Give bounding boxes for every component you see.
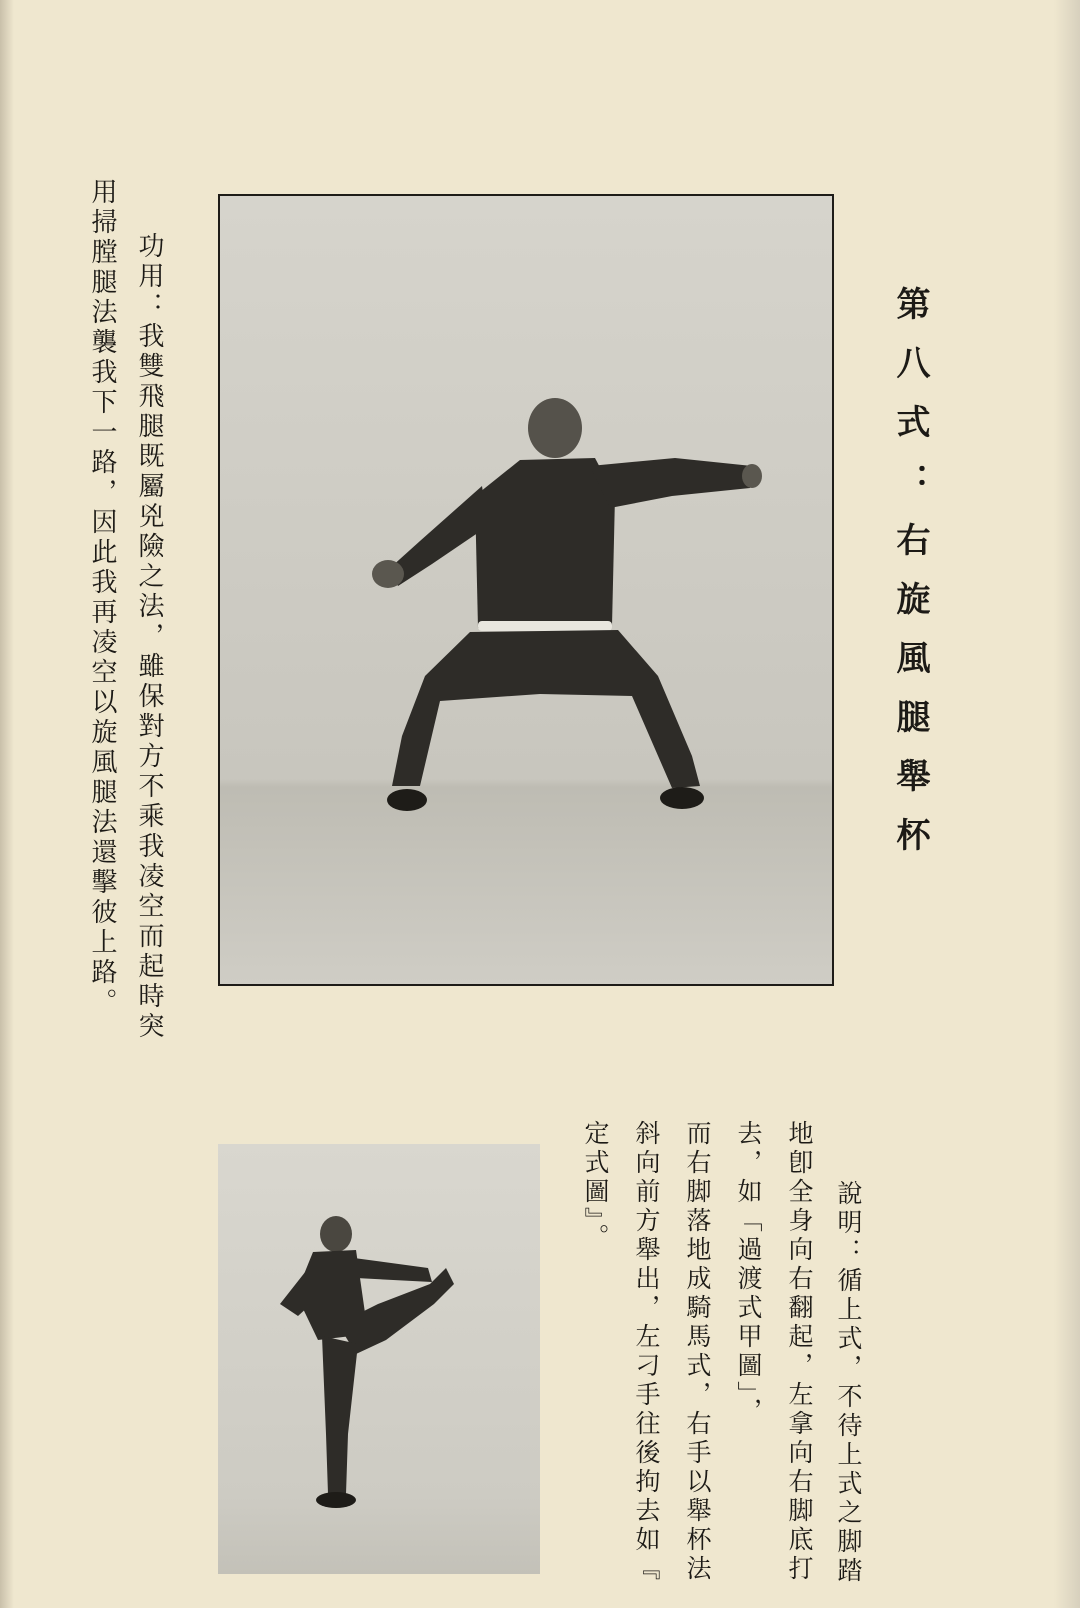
function-text-line-2: 用掃膛腿法襲我下一路，因此我再凌空以旋風腿法還擊彼上路。 xyxy=(87,178,117,1018)
description-line-6: 定式圖』。 xyxy=(581,1120,610,1253)
main-stance-photo xyxy=(218,194,834,986)
page-title: 第八式：右旋風腿舉杯 xyxy=(890,286,930,876)
kick-transition-photo xyxy=(218,1144,540,1574)
description-line-1: 說明：循上式，不待上式之脚踏 xyxy=(834,1180,863,1586)
description-line-4: 而右脚落地成騎馬式，右手以舉杯法 xyxy=(683,1120,712,1584)
description-line-2: 地卽全身向右翻起，左拿向右脚底打 xyxy=(785,1120,814,1584)
description-line-3: 去，如「過渡式甲圖」， xyxy=(734,1120,763,1427)
description-line-5: 斜向前方舉出，左刁手往後拘去如『 xyxy=(632,1120,661,1584)
function-text-line-1: 功用：我雙飛腿既屬兇險之法，雖保對方不乘我凌空而起時突 xyxy=(134,232,164,1042)
page-edge-left xyxy=(0,0,14,1608)
page-edge-right xyxy=(1054,0,1080,1608)
